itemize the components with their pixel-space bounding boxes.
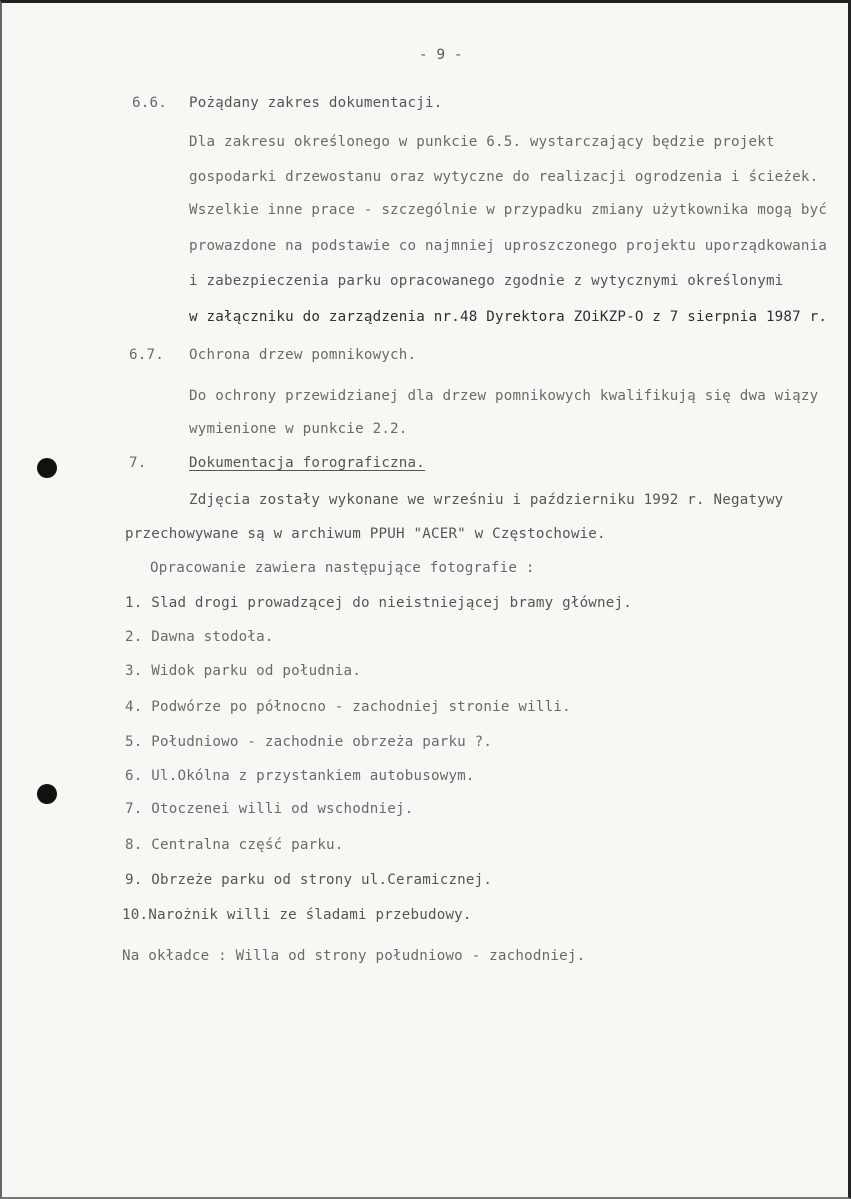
section-6-7-line-1: Do ochrony przewidzianej dla drzew pomnikowych kwalifikują się dwa wiązy: [189, 388, 819, 404]
photo-list-item: 4. Podwórze po północno - zachodniej stronie willi.: [125, 699, 571, 715]
photo-list-item: 7. Otoczenei willi od wschodniej.: [125, 801, 414, 817]
section-6-6-line-1: Dla zakresu określonego w punkcie 6.5. wystarczający będzie projekt: [189, 134, 775, 150]
section-6-6-line-2: gospodarki drzewostanu oraz wytyczne do realizacji ogrodzenia i ścieżek.: [189, 169, 819, 185]
photo-list-item: 10.Narożnik willi ze śladami przebudowy.: [122, 907, 472, 923]
section-7-number: 7.: [129, 455, 147, 471]
section-6-7-title: Ochrona drzew pomnikowych.: [189, 347, 417, 363]
punch-hole-top: [37, 458, 57, 478]
section-6-6-title: Pożądany zakres dokumentacji.: [189, 95, 443, 111]
photo-list-item: 6. Ul.Okólna z przystankiem autobusowym.: [125, 768, 475, 784]
section-6-6-line-3: Wszelkie inne prace - szczególnie w przypadku zmiany użytkownika mogą być: [189, 202, 828, 218]
photo-list-item: 2. Dawna stodoła.: [125, 629, 274, 645]
section-6-7-number: 6.7.: [129, 347, 164, 363]
photo-list-item: 5. Południowo - zachodnie obrzeża parku ?.: [125, 734, 493, 750]
photo-list-item: 9. Obrzeże parku od strony ul.Ceramicznej.: [125, 872, 493, 888]
photo-list-item: 3. Widok parku od południa.: [125, 663, 362, 679]
section-7-title: Dokumentacja forograficzna.: [189, 455, 426, 471]
page-number: - 9 -: [419, 47, 463, 63]
section-7-line-3: Opracowanie zawiera następujące fotografie :: [150, 560, 535, 576]
punch-hole-bottom: [37, 784, 57, 804]
section-6-6-line-6: w załączniku do zarządzenia nr.48 Dyrektora ZOiKZP-O z 7 sierpnia 1987 r.: [189, 309, 828, 325]
section-7-line-2: przechowywane są w archiwum PPUH "ACER" w Częstochowie.: [125, 526, 606, 542]
section-7-line-1: Zdjęcia zostały wykonane we wrześniu i październiku 1992 r. Negatywy: [189, 492, 784, 508]
photo-list-item: 8. Centralna część parku.: [125, 837, 344, 853]
cover-note: Na okładce : Willa od strony południowo - zachodniej.: [122, 948, 586, 964]
photo-list-item: 1. Slad drogi prowadzącej do nieistniejącej bramy głównej.: [125, 595, 633, 611]
section-6-6-line-5: i zabezpieczenia parku opracowanego zgodnie z wytycznymi określonymi: [189, 273, 784, 289]
section-6-7-line-2: wymienione w punkcie 2.2.: [189, 421, 408, 437]
section-6-6-line-4: prowazdone na podstawie co najmniej uproszczonego projektu uporządkowania: [189, 238, 828, 254]
section-6-6-number: 6.6.: [132, 95, 167, 111]
